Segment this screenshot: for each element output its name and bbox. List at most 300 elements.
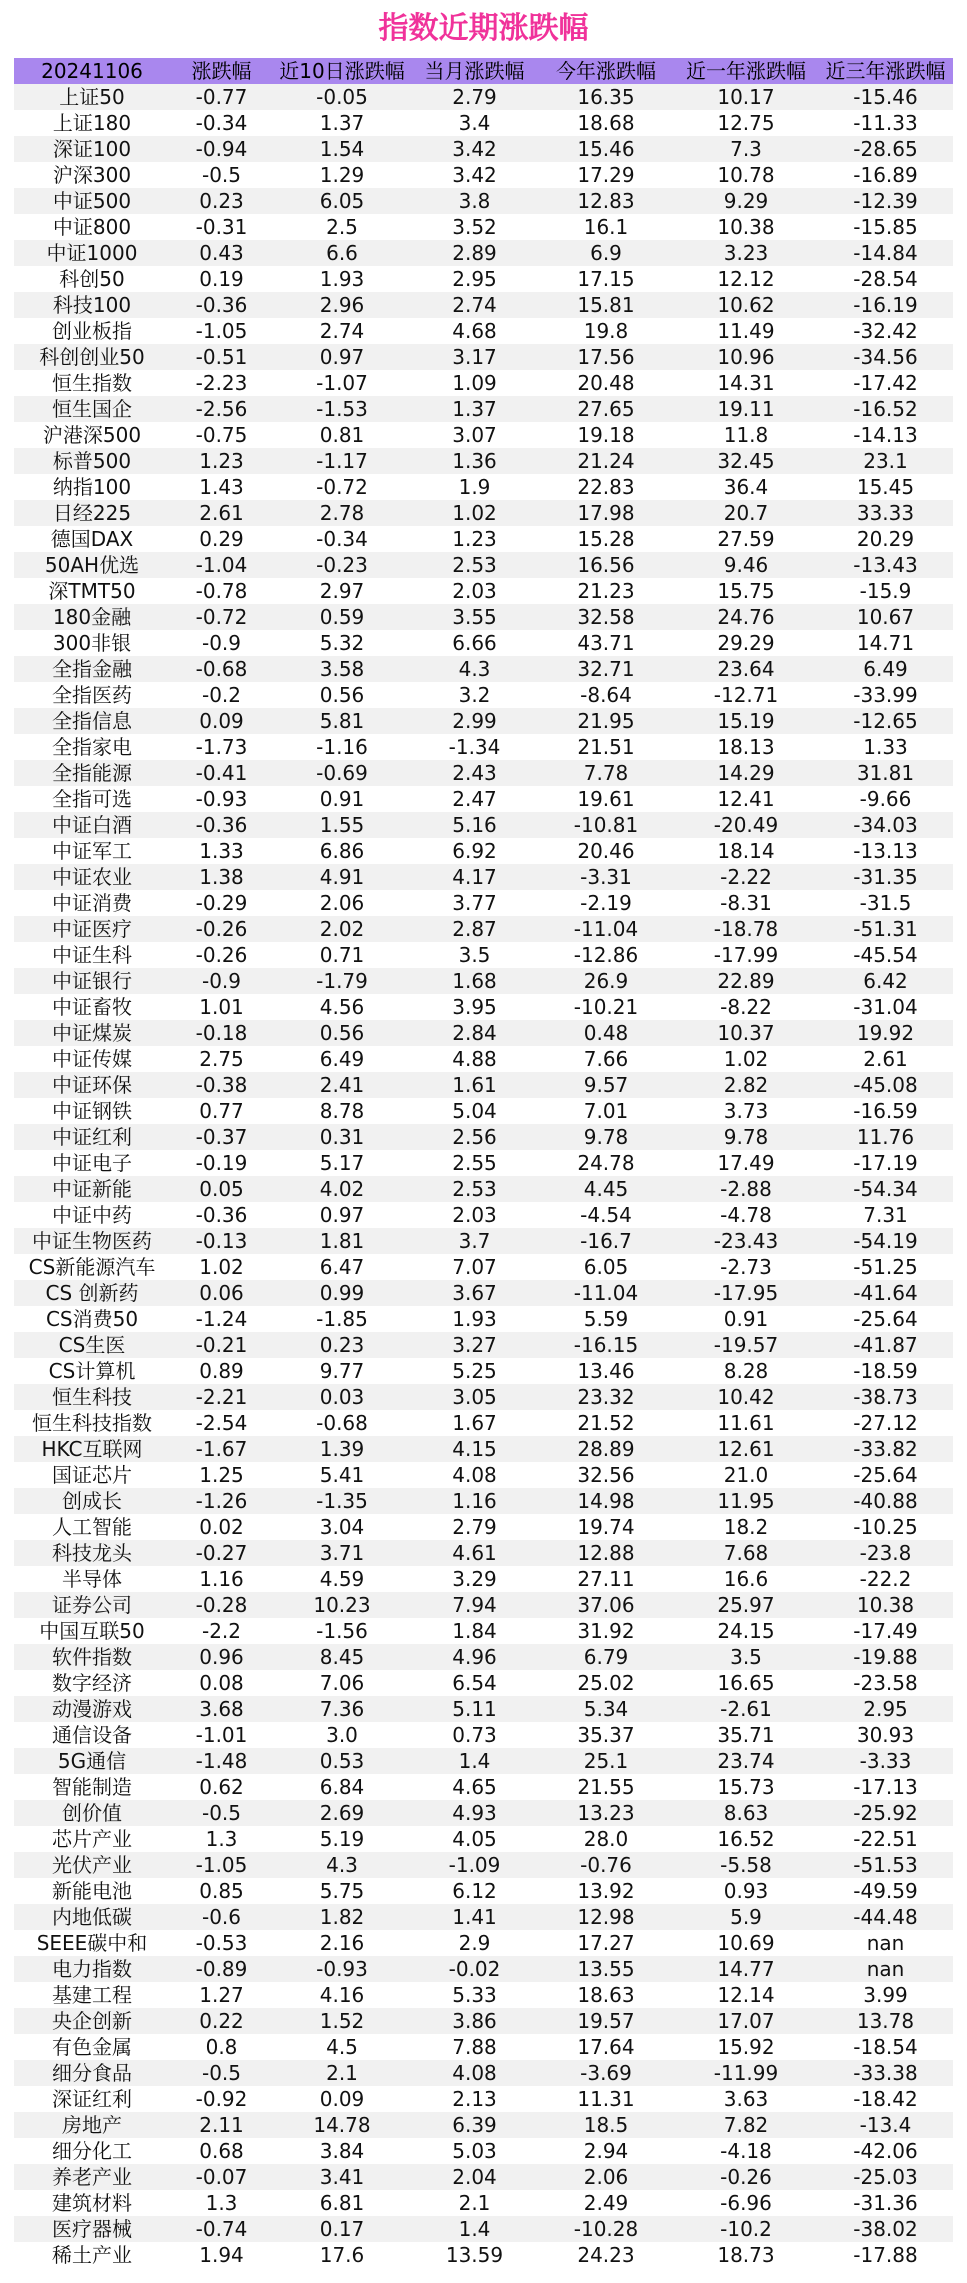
value-cell: 0.89 (170, 1358, 273, 1384)
value-cell: 1.41 (411, 1904, 538, 1930)
index-name-cell: 中证中药 (14, 1202, 170, 1228)
table-row (14, 1384, 953, 1410)
table-row (14, 864, 953, 890)
table-row (14, 526, 953, 552)
value-cell: 2.02 (273, 916, 411, 942)
value-cell: -5.58 (674, 1852, 818, 1878)
value-cell: 3.73 (674, 1098, 818, 1124)
value-cell: -9.66 (818, 786, 953, 812)
table-row (14, 994, 953, 1020)
value-cell: 17.07 (674, 2008, 818, 2034)
value-cell: 3.27 (411, 1332, 538, 1358)
value-cell: 2.95 (818, 1696, 953, 1722)
value-cell: -0.36 (170, 292, 273, 318)
value-cell: 1.43 (170, 474, 273, 500)
value-cell: 3.52 (411, 214, 538, 240)
table-row (14, 1982, 953, 2008)
value-cell: 33.33 (818, 500, 953, 526)
table-row (14, 2060, 953, 2086)
value-cell: 1.37 (411, 396, 538, 422)
table-row (14, 1332, 953, 1358)
value-cell: 9.77 (273, 1358, 411, 1384)
value-cell: 28.89 (538, 1436, 674, 1462)
value-cell: 1.4 (411, 2216, 538, 2242)
value-cell: -0.38 (170, 1072, 273, 1098)
table-row (14, 1202, 953, 1228)
value-cell: 2.55 (411, 1150, 538, 1176)
value-cell: -1.05 (170, 1852, 273, 1878)
index-name-cell: 细分化工 (14, 2138, 170, 2164)
table-row (14, 2138, 953, 2164)
value-cell: 14.77 (674, 1956, 818, 1982)
value-cell: 0.93 (674, 1878, 818, 1904)
index-name-cell: 标普500 (14, 448, 170, 474)
table-row (14, 448, 953, 474)
value-cell: 17.27 (538, 1930, 674, 1956)
value-cell: nan (818, 1930, 953, 1956)
table-row (14, 1540, 953, 1566)
table-row (14, 786, 953, 812)
value-cell: 4.17 (411, 864, 538, 890)
value-cell: 6.9 (538, 240, 674, 266)
value-cell: 9.78 (674, 1124, 818, 1150)
table-row (14, 2112, 953, 2138)
value-cell: -2.23 (170, 370, 273, 396)
column-header: 20241106 (14, 58, 170, 84)
index-name-cell: 电力指数 (14, 1956, 170, 1982)
value-cell: -15.9 (818, 578, 953, 604)
value-cell: 5.41 (273, 1462, 411, 1488)
table-row (14, 188, 953, 214)
table-row (14, 682, 953, 708)
value-cell: 10.17 (674, 84, 818, 110)
value-cell: -0.72 (273, 474, 411, 500)
column-header: 近一年涨跌幅 (674, 58, 818, 84)
value-cell: -54.19 (818, 1228, 953, 1254)
table-row (14, 1904, 953, 1930)
value-cell: 1.02 (674, 1046, 818, 1072)
value-cell: 1.02 (411, 500, 538, 526)
value-cell: 2.74 (411, 292, 538, 318)
value-cell: 27.11 (538, 1566, 674, 1592)
value-cell: 20.7 (674, 500, 818, 526)
index-name-cell: CS 创新药 (14, 1280, 170, 1306)
value-cell: 11.31 (538, 2086, 674, 2112)
value-cell: 11.95 (674, 1488, 818, 1514)
value-cell: 7.78 (538, 760, 674, 786)
value-cell: 24.15 (674, 1618, 818, 1644)
value-cell: -0.93 (170, 786, 273, 812)
index-name-cell: CS消费50 (14, 1306, 170, 1332)
value-cell: 3.5 (411, 942, 538, 968)
value-cell: 1.84 (411, 1618, 538, 1644)
value-cell: -0.21 (170, 1332, 273, 1358)
value-cell: -19.88 (818, 1644, 953, 1670)
value-cell: 35.71 (674, 1722, 818, 1748)
column-header: 当月涨跌幅 (411, 58, 538, 84)
table-row (14, 1124, 953, 1150)
value-cell: -17.99 (674, 942, 818, 968)
value-cell: -51.31 (818, 916, 953, 942)
index-name-cell: 光伏产业 (14, 1852, 170, 1878)
index-name-cell: 科技100 (14, 292, 170, 318)
table-row (14, 838, 953, 864)
value-cell: 18.2 (674, 1514, 818, 1540)
value-cell: 0.8 (170, 2034, 273, 2060)
index-name-cell: 中证军工 (14, 838, 170, 864)
value-cell: -12.86 (538, 942, 674, 968)
value-cell: 1.39 (273, 1436, 411, 1462)
value-cell: -12.65 (818, 708, 953, 734)
value-cell: 7.31 (818, 1202, 953, 1228)
value-cell: -31.5 (818, 890, 953, 916)
value-cell: 13.92 (538, 1878, 674, 1904)
value-cell: 3.67 (411, 1280, 538, 1306)
value-cell: -10.28 (538, 2216, 674, 2242)
value-cell: -31.35 (818, 864, 953, 890)
value-cell: -0.37 (170, 1124, 273, 1150)
index-name-cell: 内地低碳 (14, 1904, 170, 1930)
value-cell: 2.03 (411, 578, 538, 604)
value-cell: -0.77 (170, 84, 273, 110)
value-cell: 21.95 (538, 708, 674, 734)
value-cell: 2.95 (411, 266, 538, 292)
index-name-cell: 全指金融 (14, 656, 170, 682)
value-cell: -1.04 (170, 552, 273, 578)
value-cell: 2.82 (674, 1072, 818, 1098)
value-cell: -1.07 (273, 370, 411, 396)
table-row (14, 1046, 953, 1072)
value-cell: 4.96 (411, 1644, 538, 1670)
value-cell: 7.94 (411, 1592, 538, 1618)
value-cell: -0.75 (170, 422, 273, 448)
value-cell: 28.0 (538, 1826, 674, 1852)
value-cell: -0.2 (170, 682, 273, 708)
value-cell: 10.37 (674, 1020, 818, 1046)
value-cell: -0.05 (273, 84, 411, 110)
value-cell: -0.5 (170, 2060, 273, 2086)
value-cell: 15.73 (674, 1774, 818, 1800)
value-cell: 1.23 (411, 526, 538, 552)
table-row (14, 396, 953, 422)
value-cell: 17.15 (538, 266, 674, 292)
value-cell: 4.65 (411, 1774, 538, 1800)
value-cell: 3.95 (411, 994, 538, 1020)
value-cell: 3.84 (273, 2138, 411, 2164)
value-cell: 3.63 (674, 2086, 818, 2112)
value-cell: -17.19 (818, 1150, 953, 1176)
table-row (14, 2164, 953, 2190)
value-cell: -22.2 (818, 1566, 953, 1592)
value-cell: 32.58 (538, 604, 674, 630)
value-cell: 0.91 (674, 1306, 818, 1332)
value-cell: 2.56 (411, 1124, 538, 1150)
value-cell: 2.96 (273, 292, 411, 318)
value-cell: -17.49 (818, 1618, 953, 1644)
value-cell: -11.99 (674, 2060, 818, 2086)
value-cell: 8.45 (273, 1644, 411, 1670)
index-name-cell: 沪港深500 (14, 422, 170, 448)
value-cell: 5.75 (273, 1878, 411, 1904)
value-cell: 32.56 (538, 1462, 674, 1488)
value-cell: 9.78 (538, 1124, 674, 1150)
value-cell: 3.7 (411, 1228, 538, 1254)
value-cell: -6.96 (674, 2190, 818, 2216)
value-cell: 32.71 (538, 656, 674, 682)
value-cell: -3.69 (538, 2060, 674, 2086)
value-cell: 16.1 (538, 214, 674, 240)
value-cell: 3.42 (411, 162, 538, 188)
value-cell: 19.11 (674, 396, 818, 422)
value-cell: 13.46 (538, 1358, 674, 1384)
value-cell: 10.62 (674, 292, 818, 318)
value-cell: 3.68 (170, 1696, 273, 1722)
table-row (14, 1176, 953, 1202)
value-cell: 10.42 (674, 1384, 818, 1410)
index-name-cell: 日经225 (14, 500, 170, 526)
value-cell: -0.72 (170, 604, 273, 630)
value-cell: 19.61 (538, 786, 674, 812)
value-cell: 1.27 (170, 1982, 273, 2008)
value-cell: 1.81 (273, 1228, 411, 1254)
value-cell: 1.16 (170, 1566, 273, 1592)
value-cell: 4.02 (273, 1176, 411, 1202)
value-cell: -10.25 (818, 1514, 953, 1540)
value-cell: 5.25 (411, 1358, 538, 1384)
value-cell: 23.64 (674, 656, 818, 682)
value-cell: 1.93 (273, 266, 411, 292)
value-cell: 12.12 (674, 266, 818, 292)
value-cell: 5.03 (411, 2138, 538, 2164)
value-cell: 6.92 (411, 838, 538, 864)
index-name-cell: 中证煤炭 (14, 1020, 170, 1046)
value-cell: -0.26 (674, 2164, 818, 2190)
value-cell: 5.32 (273, 630, 411, 656)
value-cell: 16.56 (538, 552, 674, 578)
value-cell: 10.38 (674, 214, 818, 240)
value-cell: 0.56 (273, 1020, 411, 1046)
value-cell: 0.77 (170, 1098, 273, 1124)
value-cell: -0.93 (273, 1956, 411, 1982)
value-cell: 0.48 (538, 1020, 674, 1046)
value-cell: 19.18 (538, 422, 674, 448)
value-cell: -0.51 (170, 344, 273, 370)
value-cell: 7.07 (411, 1254, 538, 1280)
value-cell: -0.26 (170, 916, 273, 942)
value-cell: 3.99 (818, 1982, 953, 2008)
table-row (14, 292, 953, 318)
value-cell: 1.33 (818, 734, 953, 760)
value-cell: 1.4 (411, 1748, 538, 1774)
value-cell: -41.64 (818, 1280, 953, 1306)
table-row (14, 2086, 953, 2112)
value-cell: 3.55 (411, 604, 538, 630)
page-title: 指数近期涨跌幅 (378, 11, 589, 46)
value-cell: 0.23 (273, 1332, 411, 1358)
index-name-cell: 恒生科技 (14, 1384, 170, 1410)
value-cell: -16.19 (818, 292, 953, 318)
index-name-cell: 全指可选 (14, 786, 170, 812)
value-cell: -17.95 (674, 1280, 818, 1306)
value-cell: 4.61 (411, 1540, 538, 1566)
index-name-cell: 科技龙头 (14, 1540, 170, 1566)
value-cell: -0.89 (170, 1956, 273, 1982)
table-body (14, 84, 953, 2268)
column-header: 涨跌幅 (170, 58, 273, 84)
value-cell: -15.85 (818, 214, 953, 240)
table-row (14, 1436, 953, 1462)
value-cell: 10.38 (818, 1592, 953, 1618)
value-cell: -0.36 (170, 1202, 273, 1228)
value-cell: 1.52 (273, 2008, 411, 2034)
value-cell: 13.23 (538, 1800, 674, 1826)
value-cell: 2.75 (170, 1046, 273, 1072)
value-cell: -54.34 (818, 1176, 953, 1202)
value-cell: 2.16 (273, 1930, 411, 1956)
value-cell: 4.08 (411, 2060, 538, 2086)
value-cell: -0.74 (170, 2216, 273, 2242)
value-cell: -0.07 (170, 2164, 273, 2190)
value-cell: -44.48 (818, 1904, 953, 1930)
value-cell: 26.9 (538, 968, 674, 994)
index-name-cell: 中证医疗 (14, 916, 170, 942)
index-name-cell: 全指信息 (14, 708, 170, 734)
value-cell: -20.49 (674, 812, 818, 838)
value-cell: 20.48 (538, 370, 674, 396)
index-name-cell: 恒生指数 (14, 370, 170, 396)
value-cell: -12.71 (674, 682, 818, 708)
value-cell: 6.49 (273, 1046, 411, 1072)
value-cell: -1.09 (411, 1852, 538, 1878)
table-row (14, 1774, 953, 1800)
index-name-cell: 中证农业 (14, 864, 170, 890)
table-row (14, 344, 953, 370)
value-cell: -31.04 (818, 994, 953, 1020)
value-cell: 35.37 (538, 1722, 674, 1748)
index-name-cell: 中证畜牧 (14, 994, 170, 1020)
value-cell: 1.16 (411, 1488, 538, 1514)
value-cell: 24.78 (538, 1150, 674, 1176)
value-cell: 12.41 (674, 786, 818, 812)
value-cell: 7.88 (411, 2034, 538, 2060)
index-name-cell: 深TMT50 (14, 578, 170, 604)
index-name-cell: CS新能源汽车 (14, 1254, 170, 1280)
index-name-cell: 中证生物医药 (14, 1228, 170, 1254)
value-cell: 30.93 (818, 1722, 953, 1748)
table-row (14, 1826, 953, 1852)
value-cell: -1.17 (273, 448, 411, 474)
value-cell: 2.79 (411, 1514, 538, 1540)
value-cell: 10.67 (818, 604, 953, 630)
value-cell: -8.64 (538, 682, 674, 708)
index-name-cell: 科创50 (14, 266, 170, 292)
value-cell: -0.19 (170, 1150, 273, 1176)
value-cell: 23.32 (538, 1384, 674, 1410)
table-row (14, 890, 953, 916)
value-cell: 13.59 (411, 2242, 538, 2268)
index-name-cell: 中证电子 (14, 1150, 170, 1176)
table-row (14, 916, 953, 942)
value-cell: 2.06 (538, 2164, 674, 2190)
table-row (14, 1670, 953, 1696)
value-cell: 2.1 (273, 2060, 411, 2086)
index-name-cell: 创业板指 (14, 318, 170, 344)
value-cell: -18.54 (818, 2034, 953, 2060)
index-name-cell: 中证红利 (14, 1124, 170, 1150)
value-cell: -28.54 (818, 266, 953, 292)
value-cell: -33.82 (818, 1436, 953, 1462)
value-cell: -33.99 (818, 682, 953, 708)
index-name-cell: 稀土产业 (14, 2242, 170, 2268)
value-cell: 1.23 (170, 448, 273, 474)
value-cell: 1.36 (411, 448, 538, 474)
value-cell: -0.9 (170, 968, 273, 994)
value-cell: 27.59 (674, 526, 818, 552)
value-cell: 5.9 (674, 1904, 818, 1930)
value-cell: -0.5 (170, 1800, 273, 1826)
value-cell: 14.98 (538, 1488, 674, 1514)
value-cell: 4.88 (411, 1046, 538, 1072)
index-name-cell: 有色金属 (14, 2034, 170, 2060)
table-row (14, 812, 953, 838)
table-row (14, 1930, 953, 1956)
index-name-cell: 5G通信 (14, 1748, 170, 1774)
value-cell: 12.61 (674, 1436, 818, 1462)
index-name-cell: 中证环保 (14, 1072, 170, 1098)
value-cell: 1.01 (170, 994, 273, 1020)
value-cell: 12.98 (538, 1904, 674, 1930)
value-cell: -19.57 (674, 1332, 818, 1358)
value-cell: 1.68 (411, 968, 538, 994)
table-row (14, 214, 953, 240)
value-cell: -0.5 (170, 162, 273, 188)
value-cell: 2.53 (411, 1176, 538, 1202)
index-name-cell: 芯片产业 (14, 1826, 170, 1852)
table-row (14, 578, 953, 604)
value-cell: 0.62 (170, 1774, 273, 1800)
table-row (14, 136, 953, 162)
value-cell: 0.06 (170, 1280, 273, 1306)
value-cell: -0.76 (538, 1852, 674, 1878)
value-cell: 32.45 (674, 448, 818, 474)
column-header: 今年涨跌幅 (538, 58, 674, 84)
table-row (14, 1488, 953, 1514)
value-cell: 0.97 (273, 1202, 411, 1228)
index-name-cell: 建筑材料 (14, 2190, 170, 2216)
table-row (14, 734, 953, 760)
table-row (14, 1098, 953, 1124)
index-name-cell: CS生医 (14, 1332, 170, 1358)
value-cell: 3.04 (273, 1514, 411, 1540)
value-cell: 6.6 (273, 240, 411, 266)
value-cell: 19.92 (818, 1020, 953, 1046)
value-cell: 3.29 (411, 1566, 538, 1592)
value-cell: 13.78 (818, 2008, 953, 2034)
index-name-cell: 基建工程 (14, 1982, 170, 2008)
value-cell: 0.29 (170, 526, 273, 552)
value-cell: -14.13 (818, 422, 953, 448)
value-cell: 2.87 (411, 916, 538, 942)
value-cell: 0.56 (273, 682, 411, 708)
value-cell: 4.93 (411, 1800, 538, 1826)
index-name-cell: 半导体 (14, 1566, 170, 1592)
value-cell: 18.13 (674, 734, 818, 760)
value-cell: 3.71 (273, 1540, 411, 1566)
value-cell: -22.51 (818, 1826, 953, 1852)
value-cell: 0.73 (411, 1722, 538, 1748)
value-cell: -51.53 (818, 1852, 953, 1878)
value-cell: -8.22 (674, 994, 818, 1020)
